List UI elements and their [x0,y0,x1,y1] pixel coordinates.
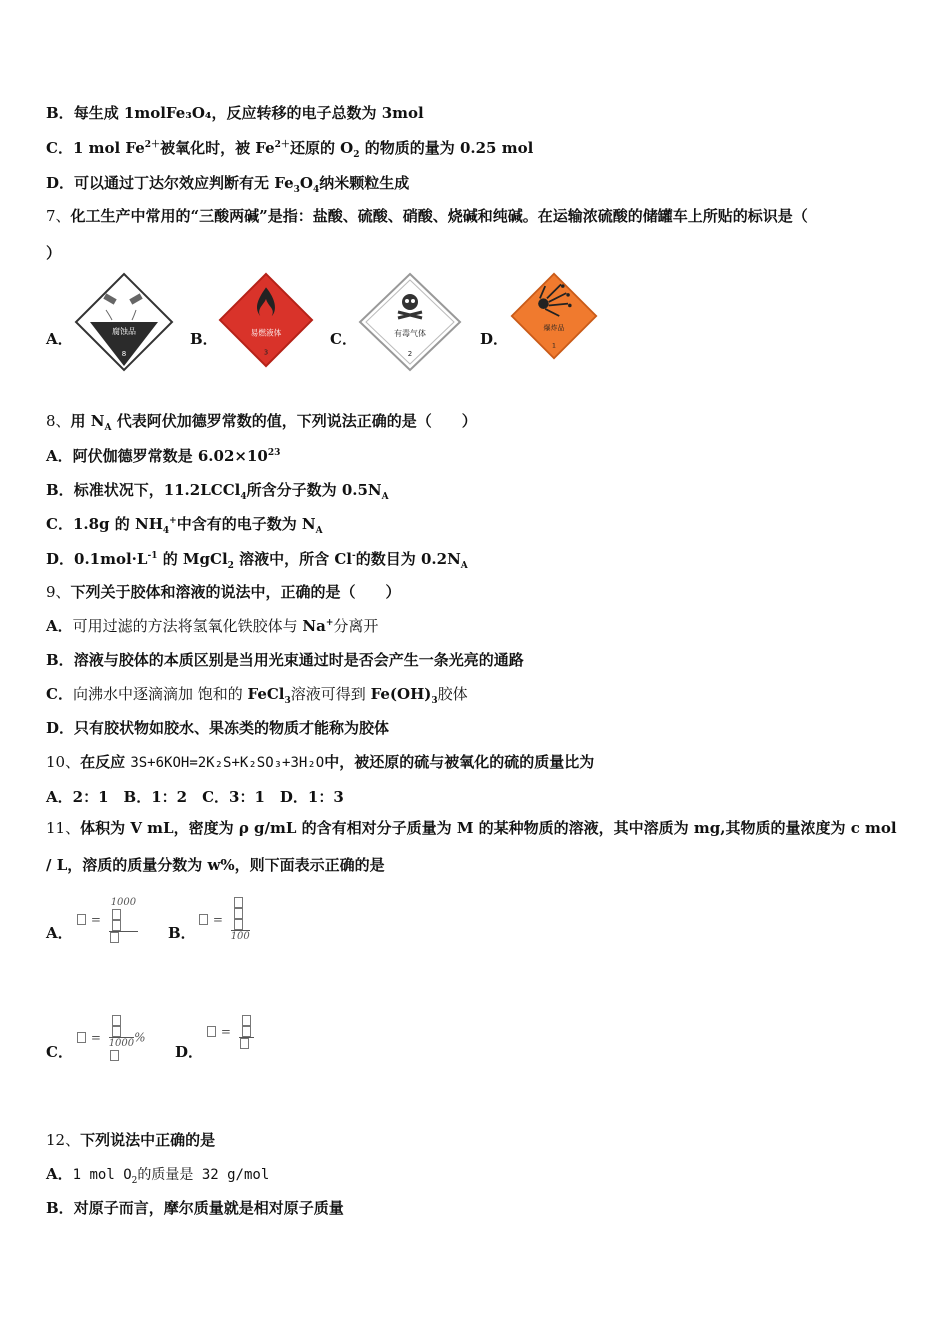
equation: 3S+6KOH=2K₂S+K₂SO₃+3H₂O [130,755,325,771]
question-text: 中，被还原的硫与被氧化的硫的质量比为 [324,753,595,771]
option-text: 标准状况下，11.2LCCl [73,481,241,499]
option-text: 分离开 [333,617,379,635]
option-text: 的 MgCl [157,550,228,568]
question-7 [46,198,906,272]
option-label: C． [46,139,73,157]
option-text: 还原的 O [289,139,354,157]
q11-option-c-label [46,1041,73,1062]
option-text: FeCl [247,685,285,703]
flammable-liquid-sign-icon [218,272,314,368]
question-number: 12、 [46,1131,81,1149]
option-text: 溶液中，所含 Cl [233,550,353,568]
option-label: B． [46,104,74,122]
q9-option-b [46,649,524,670]
question-number: 11、 [46,819,81,837]
option-label: B． [46,1199,74,1217]
q10-options [46,786,344,807]
subscript: 4 [162,526,170,536]
q11-formula-c: = 1000 % [76,1015,146,1061]
question-12 [46,1129,215,1150]
q9-option-d [46,717,389,738]
q12-option-a [46,1163,269,1184]
option-text: 被氧化时，被 Fe [160,139,275,157]
option-text: 1 mol O [72,1167,132,1183]
question-text: ） [46,244,62,262]
option-text: 0.1mol·L [74,550,148,568]
option-text: 溶液与胶体的本质区别是当用光束通过时是否会产生一条光亮的通路 [73,651,524,669]
superscript: + [325,618,334,628]
subscript: 4 [312,185,320,195]
option-text: 胶体 [437,685,468,703]
superscript: -1 [147,551,158,561]
sign-text: 腐蚀品 [112,327,136,336]
option-label: D． [46,719,75,737]
option-label: A． [46,330,73,348]
option-text: 可以通过丁达尔效应判断有无 Fe [74,174,294,192]
option-label: A． [46,447,73,465]
option-label: C． [330,330,357,348]
superscript: 2＋ [274,140,290,150]
sign-number: 8 [121,350,127,358]
q6-option-c [46,137,533,158]
option-text: 的质量是 32 g/mol [137,1167,270,1183]
q11-option-a-label [46,922,73,943]
sign-text: 爆炸品 [543,323,565,333]
question-text: 用 N [70,412,105,430]
q8-option-b [46,479,389,500]
explosive-sign-icon [510,272,598,360]
hazard-signs [46,272,646,382]
option-text: 的数目为 0.2N [355,550,461,568]
subscript: A [460,561,468,571]
q8-option-c [46,513,323,534]
option-label: C． [46,515,73,533]
q9-option-c [46,683,468,704]
option-label: C． [46,1043,73,1061]
q6-option-d [46,172,409,193]
sign-text: 有毒气体 [394,329,426,338]
subscript: 2 [353,150,360,160]
question-number: 7、 [46,207,71,225]
superscript: + [169,516,177,526]
subscript: 2 [227,561,234,571]
question-text: 下列说法中正确的是 [80,1131,216,1149]
q11-option-d-label [175,1041,203,1062]
q11-option-b-label [168,922,196,943]
option-text: 溶液可得到 [290,685,371,703]
option-label: A． [46,924,73,942]
option-label: D． [480,330,509,348]
q9-option-a [46,615,378,636]
q8-option-d [46,548,468,569]
corrosive-sign-icon [74,272,174,372]
option-label: B． [46,481,74,499]
subscript: 3 [431,696,438,706]
subscript: 4 [240,492,247,502]
denominator: 1000 [108,1038,135,1049]
sign-number: 2 [407,350,413,358]
sign-text: 易燃液体 [250,328,282,338]
q11-formula-d: = [206,1015,254,1049]
q6-option-b [46,102,424,123]
q12-option-b [46,1197,344,1218]
option-text: 1 mol Fe [72,139,145,157]
sign-number: 1 [552,342,556,350]
subscript: 3 [293,185,300,195]
option-text: 只有胶状物如胶水、果冻类的物质才能称为胶体 [74,719,390,737]
question-text: 下列关于胶体和溶液的说法中，正确的是（ ） [70,583,401,601]
percent-sign: % [134,1030,146,1045]
option-text: 可用过滤的方法将氢氧化铁胶体与 [72,617,303,635]
option-text: 向沸水中逐滴滴加 饱和的 [72,685,248,703]
option-label: B． [190,330,218,348]
option-text: 每生成 1molFe₃O₄，反应转移的电子总数为 3mol [73,104,424,122]
option-label: D． [46,174,75,192]
option-label: A． [46,1165,73,1183]
superscript: 23 [267,448,281,458]
question-9 [46,581,401,602]
option-label: D． [175,1043,204,1061]
option-text: 中含有的电子数为 N [176,515,316,533]
subscript: A [315,526,323,536]
option-text: A．2：1 B．1：2 C．3：1 D．1：3 [46,788,344,806]
option-label: B． [46,651,74,669]
option-label: C． [46,685,73,703]
option-label: D． [46,550,75,568]
question-8 [46,410,477,431]
option-text: 纳米颗粒生成 [319,174,410,192]
subscript: A [381,492,389,502]
numerator: 1000 [110,897,137,908]
option-text: Na [302,617,326,635]
option-text: 阿伏伽德罗常数是 6.02×10 [72,447,268,465]
superscript: 2＋ [144,140,161,150]
denominator: 100 [230,931,250,942]
q11-formula-a: = 1000 [76,897,138,943]
subscript: 3 [284,696,291,706]
subscript: A [104,423,112,433]
sign-number: 3 [263,348,269,357]
option-text: 对原子而言，摩尔质量就是相对原子质量 [73,1199,344,1217]
question-number: 10、 [46,753,81,771]
question-text: 体积为 V mL，密度为 ρ g/mL 的含有相对分子质量为 M 的某种物质的溶液，其中溶质为 mg,其物质的量浓度为 c mol / L，溶质的质量分数为 w%，则下面表示正确的是 [46,819,897,874]
question-text: 在反应 [80,753,131,771]
subscript: 2 [131,1176,138,1186]
option-text: Fe(OH) [370,685,432,703]
q11-formula-b: = 100 [198,897,250,943]
option-text: O [299,174,313,192]
option-text: 1.8g 的 NH [72,515,163,533]
option-label: A． [46,617,73,635]
option-label: B． [168,924,196,942]
question-number: 9、 [46,583,71,601]
superscript: - [352,551,356,561]
question-number: 8、 [46,412,71,430]
toxic-gas-sign-icon [358,272,462,372]
question-11 [46,810,906,884]
question-10 [46,751,594,772]
question-text: 代表阿伏加德罗常数的值，下列说法正确的是（ ） [111,412,477,430]
option-text: 所含分子数为 0.5N [246,481,382,499]
option-text: 的物质的量为 0.25 mol [359,139,534,157]
q8-option-a [46,445,280,466]
question-text: 化工生产中常用的“三酸两碱”是指：盐酸、硫酸、硝酸、烧碱和纯碱。在运输浓硫酸的储罐车上所贴的标识是（ [70,207,808,225]
